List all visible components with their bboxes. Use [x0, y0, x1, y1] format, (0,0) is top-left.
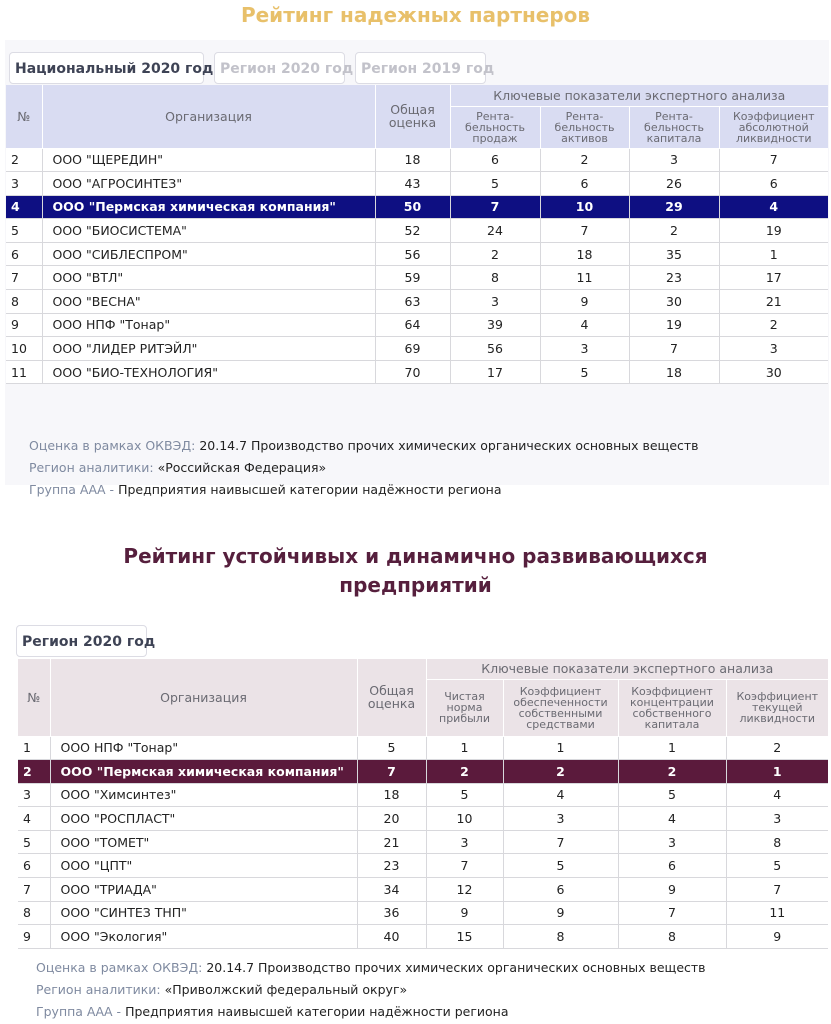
cell-k4: 3 — [726, 807, 828, 831]
cell-k1: 3 — [450, 290, 540, 314]
cell-overall: 56 — [375, 242, 450, 266]
cell-k3: 26 — [629, 172, 719, 196]
cell-n: 5 — [18, 830, 50, 854]
tab-national-2020[interactable]: Национальный 2020 год — [9, 52, 204, 84]
cell-overall: 52 — [375, 219, 450, 243]
cell-k3: 2 — [618, 760, 726, 784]
section2-title-line2: предприятий — [339, 573, 492, 597]
table-row[interactable] — [6, 242, 828, 266]
cell-k3: 19 — [629, 313, 719, 337]
cell-k2: 5 — [503, 854, 618, 878]
cell-k3: 23 — [629, 266, 719, 290]
cell-k2: 9 — [503, 901, 618, 925]
cell-k2: 7 — [503, 830, 618, 854]
section2-title-line1: Рейтинг устойчивых и динамично развивающихся — [123, 544, 708, 568]
region-label: Регион аналитики: — [36, 982, 161, 997]
group-value: Предприятия наивысшей категории надёжности региона — [125, 1004, 509, 1019]
table-row[interactable] — [6, 148, 828, 172]
region-label: Регион аналитики: — [29, 460, 154, 475]
region-value: «Приволжский федеральный округ» — [164, 982, 408, 997]
cell-k2: 11 — [540, 266, 629, 290]
cell-k1: 2 — [450, 242, 540, 266]
cell-k1: 7 — [450, 195, 540, 219]
cell-k2: 3 — [503, 807, 618, 831]
cell-overall: 34 — [357, 878, 426, 902]
cell-k4: 11 — [726, 901, 828, 925]
cell-k4: 9 — [726, 925, 828, 949]
cell-n: 7 — [18, 878, 50, 902]
cell-k3: 8 — [618, 925, 726, 949]
region-value: «Российская Федерация» — [157, 460, 327, 475]
cell-k4: 1 — [719, 242, 828, 266]
table-row-highlighted[interactable] — [18, 760, 828, 784]
table-row[interactable] — [18, 830, 828, 854]
cell-k2: 7 — [540, 219, 629, 243]
section1-tabs — [9, 52, 495, 84]
cell-k4: 3 — [719, 337, 828, 361]
cell-k2: 4 — [503, 783, 618, 807]
cell-k4: 1 — [726, 760, 828, 784]
cell-org: ООО "ТРИАДА" — [50, 878, 357, 902]
table-row[interactable] — [18, 901, 828, 925]
cell-k4: 7 — [719, 148, 828, 172]
cell-n: 2 — [6, 148, 42, 172]
cell-overall: 50 — [375, 195, 450, 219]
cell-k1: 12 — [426, 878, 503, 902]
cell-n: 10 — [6, 337, 42, 361]
cell-n: 8 — [6, 290, 42, 314]
cell-k3: 3 — [629, 148, 719, 172]
okved-label: Оценка в рамках ОКВЭД: — [36, 960, 203, 975]
cell-n: 4 — [6, 195, 42, 219]
tab-region-2020-s2[interactable]: Регион 2020 год — [16, 625, 147, 657]
okved-value: 20.14.7 Производство прочих химических органических основных веществ — [199, 438, 699, 453]
col-header-org: Организация — [50, 659, 357, 736]
cell-k1: 6 — [450, 148, 540, 172]
cell-k3: 9 — [618, 878, 726, 902]
table-row[interactable] — [18, 878, 828, 902]
cell-org: ООО "СИБЛЕСПРОМ" — [42, 242, 375, 266]
cell-k1: 9 — [426, 901, 503, 925]
cell-org: ООО "Пермская химическая компания" — [50, 760, 357, 784]
cell-k1: 2 — [426, 760, 503, 784]
cell-k2: 18 — [540, 242, 629, 266]
cell-k4: 2 — [719, 313, 828, 337]
group-label: Группа ААА - — [36, 1004, 122, 1019]
section2-footer — [36, 957, 706, 1023]
cell-org: ООО "ВТЛ" — [42, 266, 375, 290]
cell-k2: 4 — [540, 313, 629, 337]
tab-region-2020[interactable]: Регион 2020 год — [214, 52, 345, 84]
cell-k2: 6 — [540, 172, 629, 196]
cell-org: ООО НПФ "Тонар" — [42, 313, 375, 337]
cell-n: 6 — [6, 242, 42, 266]
cell-k2: 5 — [540, 360, 629, 384]
cell-overall: 70 — [375, 360, 450, 384]
table-row[interactable] — [18, 807, 828, 831]
cell-org: ООО "БИОСИСТЕМА" — [42, 219, 375, 243]
table-row[interactable] — [18, 783, 828, 807]
cell-org: ООО "БИО-ТЕХНОЛОГИЯ" — [42, 360, 375, 384]
cell-k1: 56 — [450, 337, 540, 361]
table-row[interactable] — [6, 360, 828, 384]
cell-n: 6 — [18, 854, 50, 878]
cell-k2: 3 — [540, 337, 629, 361]
table-row[interactable] — [6, 266, 828, 290]
col-header-k3: Рента-бельность капитала — [629, 106, 719, 148]
cell-overall: 21 — [357, 830, 426, 854]
cell-n: 11 — [6, 360, 42, 384]
cell-overall: 23 — [357, 854, 426, 878]
table-row-highlighted[interactable] — [6, 195, 828, 219]
cell-k3: 7 — [629, 337, 719, 361]
section1-rating-table — [6, 85, 828, 384]
cell-k4: 4 — [719, 195, 828, 219]
cell-overall: 40 — [357, 925, 426, 949]
col-header-overall: Общая оценка — [357, 659, 426, 736]
cell-overall: 18 — [375, 148, 450, 172]
cell-overall: 63 — [375, 290, 450, 314]
cell-k3: 3 — [618, 830, 726, 854]
section2-rating-table — [18, 659, 828, 949]
cell-n: 3 — [6, 172, 42, 196]
cell-org: ООО "АГРОСИНТЕЗ" — [42, 172, 375, 196]
col-header-k1: Чистая норма прибыли — [426, 679, 503, 736]
cell-k2: 9 — [540, 290, 629, 314]
cell-n: 7 — [6, 266, 42, 290]
cell-k1: 24 — [450, 219, 540, 243]
cell-k1: 10 — [426, 807, 503, 831]
cell-overall: 7 — [357, 760, 426, 784]
cell-k2: 6 — [503, 878, 618, 902]
cell-n: 1 — [18, 736, 50, 760]
cell-n: 3 — [18, 783, 50, 807]
cell-k3: 35 — [629, 242, 719, 266]
col-header-k1: Рента-бельность продаж — [450, 106, 540, 148]
cell-overall: 18 — [357, 783, 426, 807]
col-header-k2: Рента-бельность активов — [540, 106, 629, 148]
cell-n: 4 — [18, 807, 50, 831]
cell-overall: 5 — [357, 736, 426, 760]
cell-k4: 17 — [719, 266, 828, 290]
table-row[interactable] — [6, 172, 828, 196]
cell-n: 2 — [18, 760, 50, 784]
cell-k2: 8 — [503, 925, 618, 949]
col-header-k4: Коэффициент абсолютной ликвидности — [719, 106, 828, 148]
cell-k3: 18 — [629, 360, 719, 384]
cell-k1: 1 — [426, 736, 503, 760]
cell-k3: 5 — [618, 783, 726, 807]
cell-k1: 5 — [426, 783, 503, 807]
cell-org: ООО "Экология" — [50, 925, 357, 949]
section1-title: Рейтинг надежных партнеров — [240, 3, 591, 27]
section1-footer — [29, 435, 699, 501]
group-label: Группа ААА - — [29, 482, 115, 497]
cell-org: ООО "ЦПТ" — [50, 854, 357, 878]
cell-n: 9 — [18, 925, 50, 949]
cell-k3: 7 — [618, 901, 726, 925]
cell-k2: 2 — [503, 760, 618, 784]
cell-k2: 2 — [540, 148, 629, 172]
cell-org: ООО "ТОМЕТ" — [50, 830, 357, 854]
cell-n: 8 — [18, 901, 50, 925]
table-row[interactable] — [18, 736, 828, 760]
cell-org: ООО НПФ "Тонар" — [50, 736, 357, 760]
cell-org: ООО "ЛИДЕР РИТЭЙЛ" — [42, 337, 375, 361]
group-value: Предприятия наивысшей категории надёжности региона — [118, 482, 502, 497]
cell-org: ООО "СИНТЕЗ ТНП" — [50, 901, 357, 925]
cell-overall: 69 — [375, 337, 450, 361]
cell-overall: 64 — [375, 313, 450, 337]
cell-org: ООО "РОСПЛАСТ" — [50, 807, 357, 831]
cell-k1: 7 — [426, 854, 503, 878]
table-row[interactable] — [6, 219, 828, 243]
cell-overall: 36 — [357, 901, 426, 925]
cell-k1: 3 — [426, 830, 503, 854]
cell-k4: 5 — [726, 854, 828, 878]
col-header-num: № — [6, 85, 42, 148]
col-header-overall: Общая оценка — [375, 85, 450, 148]
cell-overall: 59 — [375, 266, 450, 290]
cell-org: ООО "Химсинтез" — [50, 783, 357, 807]
col-header-org: Организация — [42, 85, 375, 148]
tab-region-2019[interactable]: Регион 2019 год — [355, 52, 486, 84]
section2-title — [0, 542, 831, 600]
cell-k2: 10 — [540, 195, 629, 219]
cell-k4: 8 — [726, 830, 828, 854]
col-header-k3: Коэффициент концентрации собственного капитала — [618, 679, 726, 736]
cell-k3: 29 — [629, 195, 719, 219]
cell-org: ООО "ЩЕРЕДИН" — [42, 148, 375, 172]
cell-n: 9 — [6, 313, 42, 337]
cell-overall: 20 — [357, 807, 426, 831]
cell-org: ООО "ВЕСНА" — [42, 290, 375, 314]
cell-k1: 8 — [450, 266, 540, 290]
col-header-k4: Коэффициент текущей ликвидности — [726, 679, 828, 736]
cell-n: 5 — [6, 219, 42, 243]
cell-k1: 17 — [450, 360, 540, 384]
cell-k2: 1 — [503, 736, 618, 760]
cell-k4: 4 — [726, 783, 828, 807]
okved-label: Оценка в рамках ОКВЭД: — [29, 438, 196, 453]
cell-k3: 6 — [618, 854, 726, 878]
cell-k3: 1 — [618, 736, 726, 760]
col-header-num: № — [18, 659, 50, 736]
cell-org: ООО "Пермская химическая компания" — [42, 195, 375, 219]
table-row[interactable] — [18, 854, 828, 878]
cell-k4: 21 — [719, 290, 828, 314]
cell-k4: 2 — [726, 736, 828, 760]
okved-value: 20.14.7 Производство прочих химических органических основных веществ — [206, 960, 706, 975]
table-row[interactable] — [18, 925, 828, 949]
cell-k1: 39 — [450, 313, 540, 337]
col-header-group: Ключевые показатели экспертного анализа — [450, 85, 828, 106]
col-header-group: Ключевые показатели экспертного анализа — [426, 659, 828, 679]
table-row[interactable] — [6, 313, 828, 337]
cell-k4: 19 — [719, 219, 828, 243]
cell-k1: 15 — [426, 925, 503, 949]
cell-k1: 5 — [450, 172, 540, 196]
cell-k4: 6 — [719, 172, 828, 196]
section2-tabs — [16, 625, 156, 657]
col-header-k2: Коэффициент обеспеченности собственными средствами — [503, 679, 618, 736]
cell-k4: 30 — [719, 360, 828, 384]
cell-overall: 43 — [375, 172, 450, 196]
table-row[interactable] — [6, 337, 828, 361]
cell-k4: 7 — [726, 878, 828, 902]
cell-k3: 2 — [629, 219, 719, 243]
cell-k3: 4 — [618, 807, 726, 831]
cell-k3: 30 — [629, 290, 719, 314]
table-row[interactable] — [6, 290, 828, 314]
